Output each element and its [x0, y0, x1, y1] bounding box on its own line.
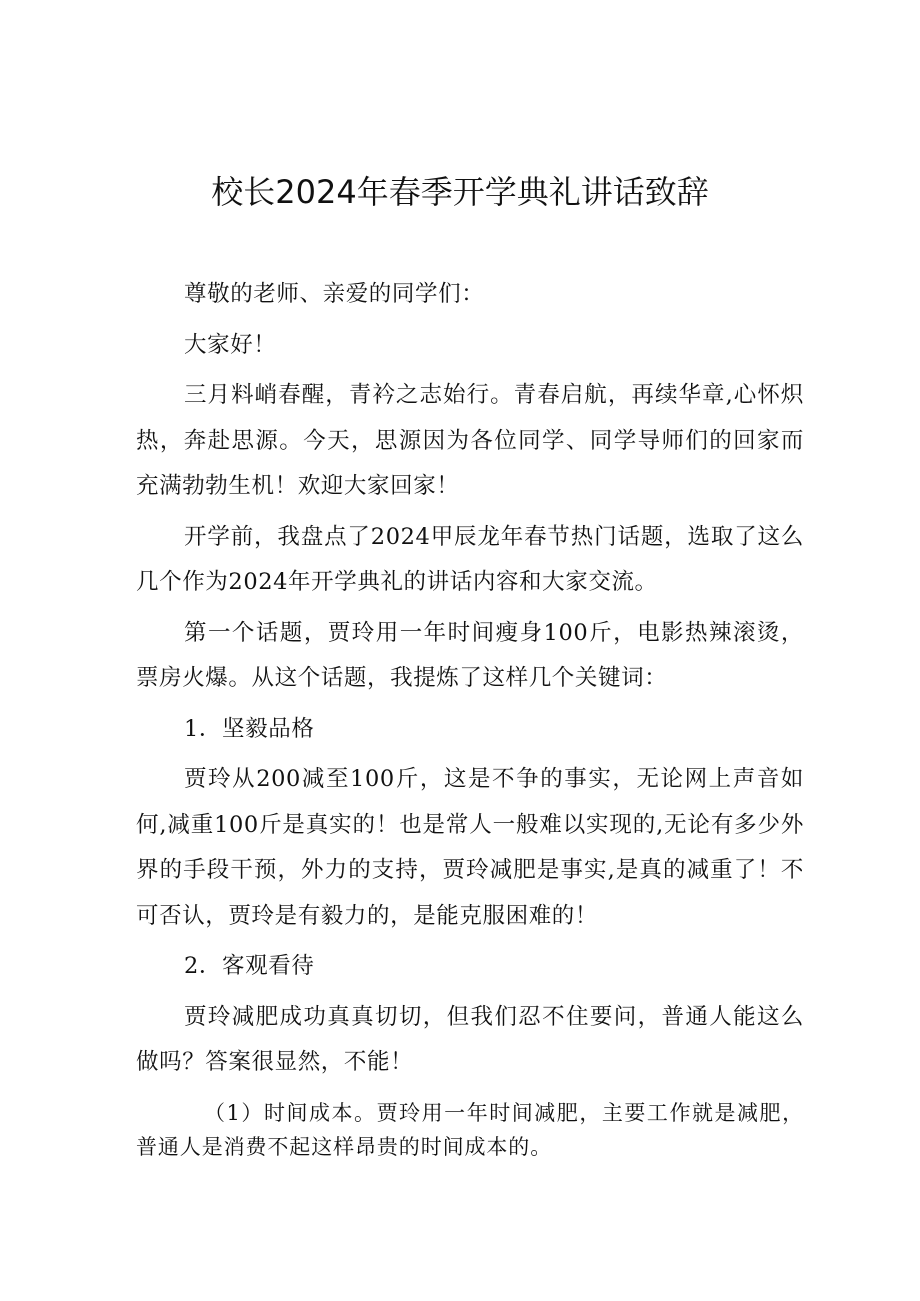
document-body: [136, 272, 804, 1169]
document-title: 校长2024年春季开学典礼讲话致辞: [211, 173, 709, 211]
heading-item-1: 1．坚毅品格: [184, 715, 315, 742]
heading-item-2: 2．客观看待: [184, 953, 315, 979]
paragraph-intro: 开学前，我盘点了2024甲辰龙年春节热门话题，选取了这么几个作为2024年开学典礼的讲话内容和大家交流。: [136, 523, 804, 595]
paragraph-item-2-body: 贾玲减肥成功真真切切，但我们忍不住要问，普通人能这么做吗？答案很显然，不能！: [136, 1003, 804, 1075]
paragraph-sub-item-1: （1）时间成本。贾玲用一年时间减肥，主要工作就是减肥，普通人是消费不起这样昂贵的时间成本的。: [136, 1100, 804, 1159]
paragraph-topic-one: 第一个话题，贾玲用一年时间瘦身100斤，电影热辣滚烫，票房火爆。从这个话题，我提炼了这样几个关键词：: [136, 619, 804, 691]
paragraph-salutation: 尊敬的老师、亲爱的同学们：: [184, 281, 485, 307]
paragraph-greeting: 大家好！: [184, 331, 277, 358]
paragraph-opening: 三月料峭春醒，青衿之志始行。青春启航，再续华章,心怀炽热，奔赴思源。今天，思源因为各位同学、同学导师们的回家而充满勃勃生机！欢迎大家回家！: [136, 382, 804, 499]
paragraph-item-1-body: 贾玲从200减至100斤，这是不争的事实，无论网上声音如何,减重100斤是真实的！也是常人一般难以实现的,无论有多少外界的手段干预，外力的支持，贾玲减肥是事实,是真的减重了！不可否认，贾玲是有毅力的，是能克服困难的！: [136, 766, 804, 929]
